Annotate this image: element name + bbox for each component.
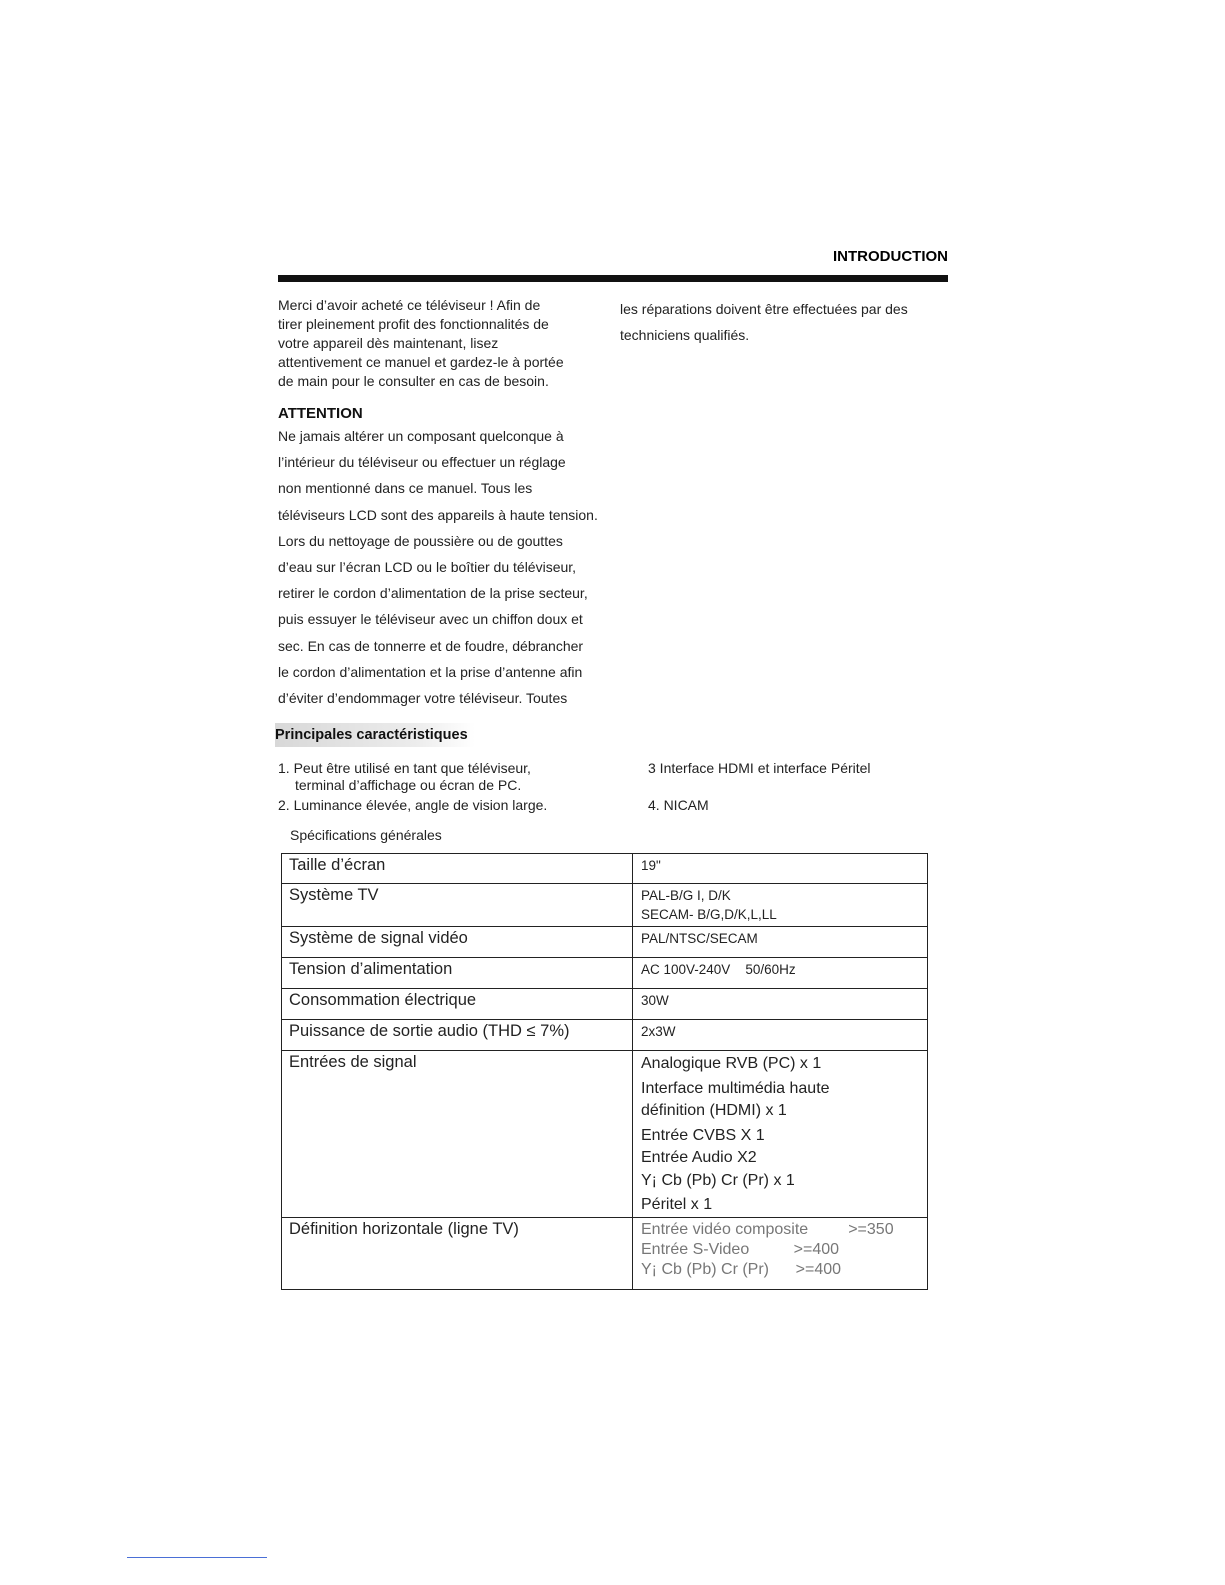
spec-label: Puissance de sortie audio (THD ≤ 7%) bbox=[282, 1020, 633, 1051]
feature-item-3: 3 Interface HDMI et interface Péritel bbox=[648, 760, 871, 776]
table-row bbox=[282, 958, 928, 989]
spec-value-line: Y¡ Cb (Pb) Cr (Pr) x 1 bbox=[641, 1171, 795, 1189]
attention-line: Ne jamais altérer un composant quelconque à bbox=[278, 428, 564, 444]
spec-value-line: Y¡ Cb (Pb) Cr (Pr) >=400 bbox=[641, 1260, 842, 1278]
feature-item-1-line: 1. Peut être utilisé en tant que téléviseur, bbox=[278, 760, 531, 776]
spec-label: Taille d’écran bbox=[282, 854, 633, 884]
spec-value-line: 2x3W bbox=[641, 1024, 676, 1039]
spec-value-line: Interface multimédia haute bbox=[641, 1079, 830, 1097]
table-row bbox=[282, 884, 928, 927]
attention-paragraph bbox=[278, 423, 658, 711]
attention-line: d’éviter d’endommager votre téléviseur. Toutes bbox=[278, 690, 568, 707]
spec-value-line: Entrée vidéo composite >=350 bbox=[641, 1220, 894, 1238]
intro-line: votre appareil dès maintenant, lisez bbox=[278, 335, 499, 351]
spec-value-line: définition (HDMI) x 1 bbox=[641, 1102, 787, 1119]
features-heading: Principales caractéristiques bbox=[275, 723, 475, 747]
spec-value-line: 30W bbox=[641, 993, 669, 1008]
spec-value-line: 19" bbox=[641, 858, 661, 873]
specs-table bbox=[281, 853, 928, 1290]
footer-rule bbox=[127, 1557, 267, 1558]
specs-caption: Spécifications générales bbox=[290, 827, 442, 843]
feature-item-1-line: terminal d’affichage ou écran de PC. bbox=[295, 777, 522, 793]
spec-value-line: AC 100V-240V 50/60Hz bbox=[641, 962, 796, 977]
attention-line: téléviseurs LCD sont des appareils à haute tension. bbox=[278, 506, 598, 523]
spec-value bbox=[633, 927, 928, 958]
spec-value bbox=[633, 1051, 928, 1218]
spec-value-line: PAL-B/G I, D/K bbox=[641, 888, 731, 903]
table-row bbox=[282, 927, 928, 958]
spec-value bbox=[633, 1217, 928, 1289]
intro-line: attentivement ce manuel et gardez-le à portée bbox=[278, 354, 564, 370]
spec-value-line: Entrée Audio X2 bbox=[641, 1149, 757, 1166]
spec-label: Entrées de signal bbox=[282, 1051, 633, 1218]
spec-label: Définition horizontale (ligne TV) bbox=[282, 1217, 633, 1289]
intro-paragraph bbox=[278, 296, 623, 391]
spec-value-line: Analogique RVB (PC) x 1 bbox=[641, 1055, 822, 1072]
table-row bbox=[282, 1020, 928, 1051]
attention-heading: ATTENTION bbox=[278, 405, 363, 422]
right-column-paragraph bbox=[620, 296, 960, 348]
spec-label: Consommation électrique bbox=[282, 989, 633, 1020]
section-title: INTRODUCTION bbox=[833, 248, 948, 265]
spec-value-line: PAL/NTSC/SECAM bbox=[641, 931, 758, 946]
spec-value-line: Entrée S-Video >=400 bbox=[641, 1240, 840, 1258]
attention-line: retirer le cordon d’alimentation de la prise secteur, bbox=[278, 585, 588, 602]
right-column-line: les réparations doivent être effectuées par des bbox=[620, 301, 908, 317]
spec-value bbox=[633, 958, 928, 989]
attention-line: le cordon d’alimentation et la prise d’antenne afin bbox=[278, 663, 583, 680]
attention-line: sec. En cas de tonnerre et de foudre, débrancher bbox=[278, 637, 584, 654]
spec-value bbox=[633, 854, 928, 884]
spec-value bbox=[633, 1020, 928, 1051]
attention-line: l’intérieur du téléviseur ou effectuer un réglage bbox=[278, 454, 566, 471]
table-row bbox=[282, 1217, 928, 1289]
spec-value-line: Péritel x 1 bbox=[641, 1196, 713, 1213]
feature-item-4: 4. NICAM bbox=[648, 797, 709, 813]
header-divider bbox=[278, 275, 948, 282]
spec-label: Tension d’alimentation bbox=[282, 958, 633, 989]
table-row bbox=[282, 989, 928, 1020]
feature-item-1 bbox=[278, 760, 608, 794]
attention-line: Lors du nettoyage de poussière ou de gouttes bbox=[278, 532, 563, 549]
intro-line: de main pour le consulter en cas de besoin. bbox=[278, 373, 549, 389]
table-row bbox=[282, 1051, 928, 1218]
spec-label: Système de signal vidéo bbox=[282, 927, 633, 958]
attention-line: non mentionné dans ce manuel. Tous les bbox=[278, 480, 533, 497]
spec-value-line: SECAM- B/G,D/K,L,LL bbox=[641, 907, 777, 922]
right-column-line: techniciens qualifiés. bbox=[620, 327, 750, 343]
spec-value bbox=[633, 884, 928, 927]
spec-value-line: Entrée CVBS X 1 bbox=[641, 1126, 765, 1144]
table-row bbox=[282, 854, 928, 884]
feature-item-2: 2. Luminance élevée, angle de vision large. bbox=[278, 797, 548, 813]
attention-line: puis essuyer le téléviseur avec un chiffon doux et bbox=[278, 611, 583, 628]
attention-line: d’eau sur l’écran LCD ou le boîtier du téléviseur, bbox=[278, 559, 577, 576]
intro-line: Merci d’avoir acheté ce téléviseur ! Afin de bbox=[278, 297, 541, 313]
intro-line: tirer pleinement profit des fonctionnalités de bbox=[278, 316, 549, 332]
spec-label: Système TV bbox=[282, 884, 633, 927]
spec-value bbox=[633, 989, 928, 1020]
